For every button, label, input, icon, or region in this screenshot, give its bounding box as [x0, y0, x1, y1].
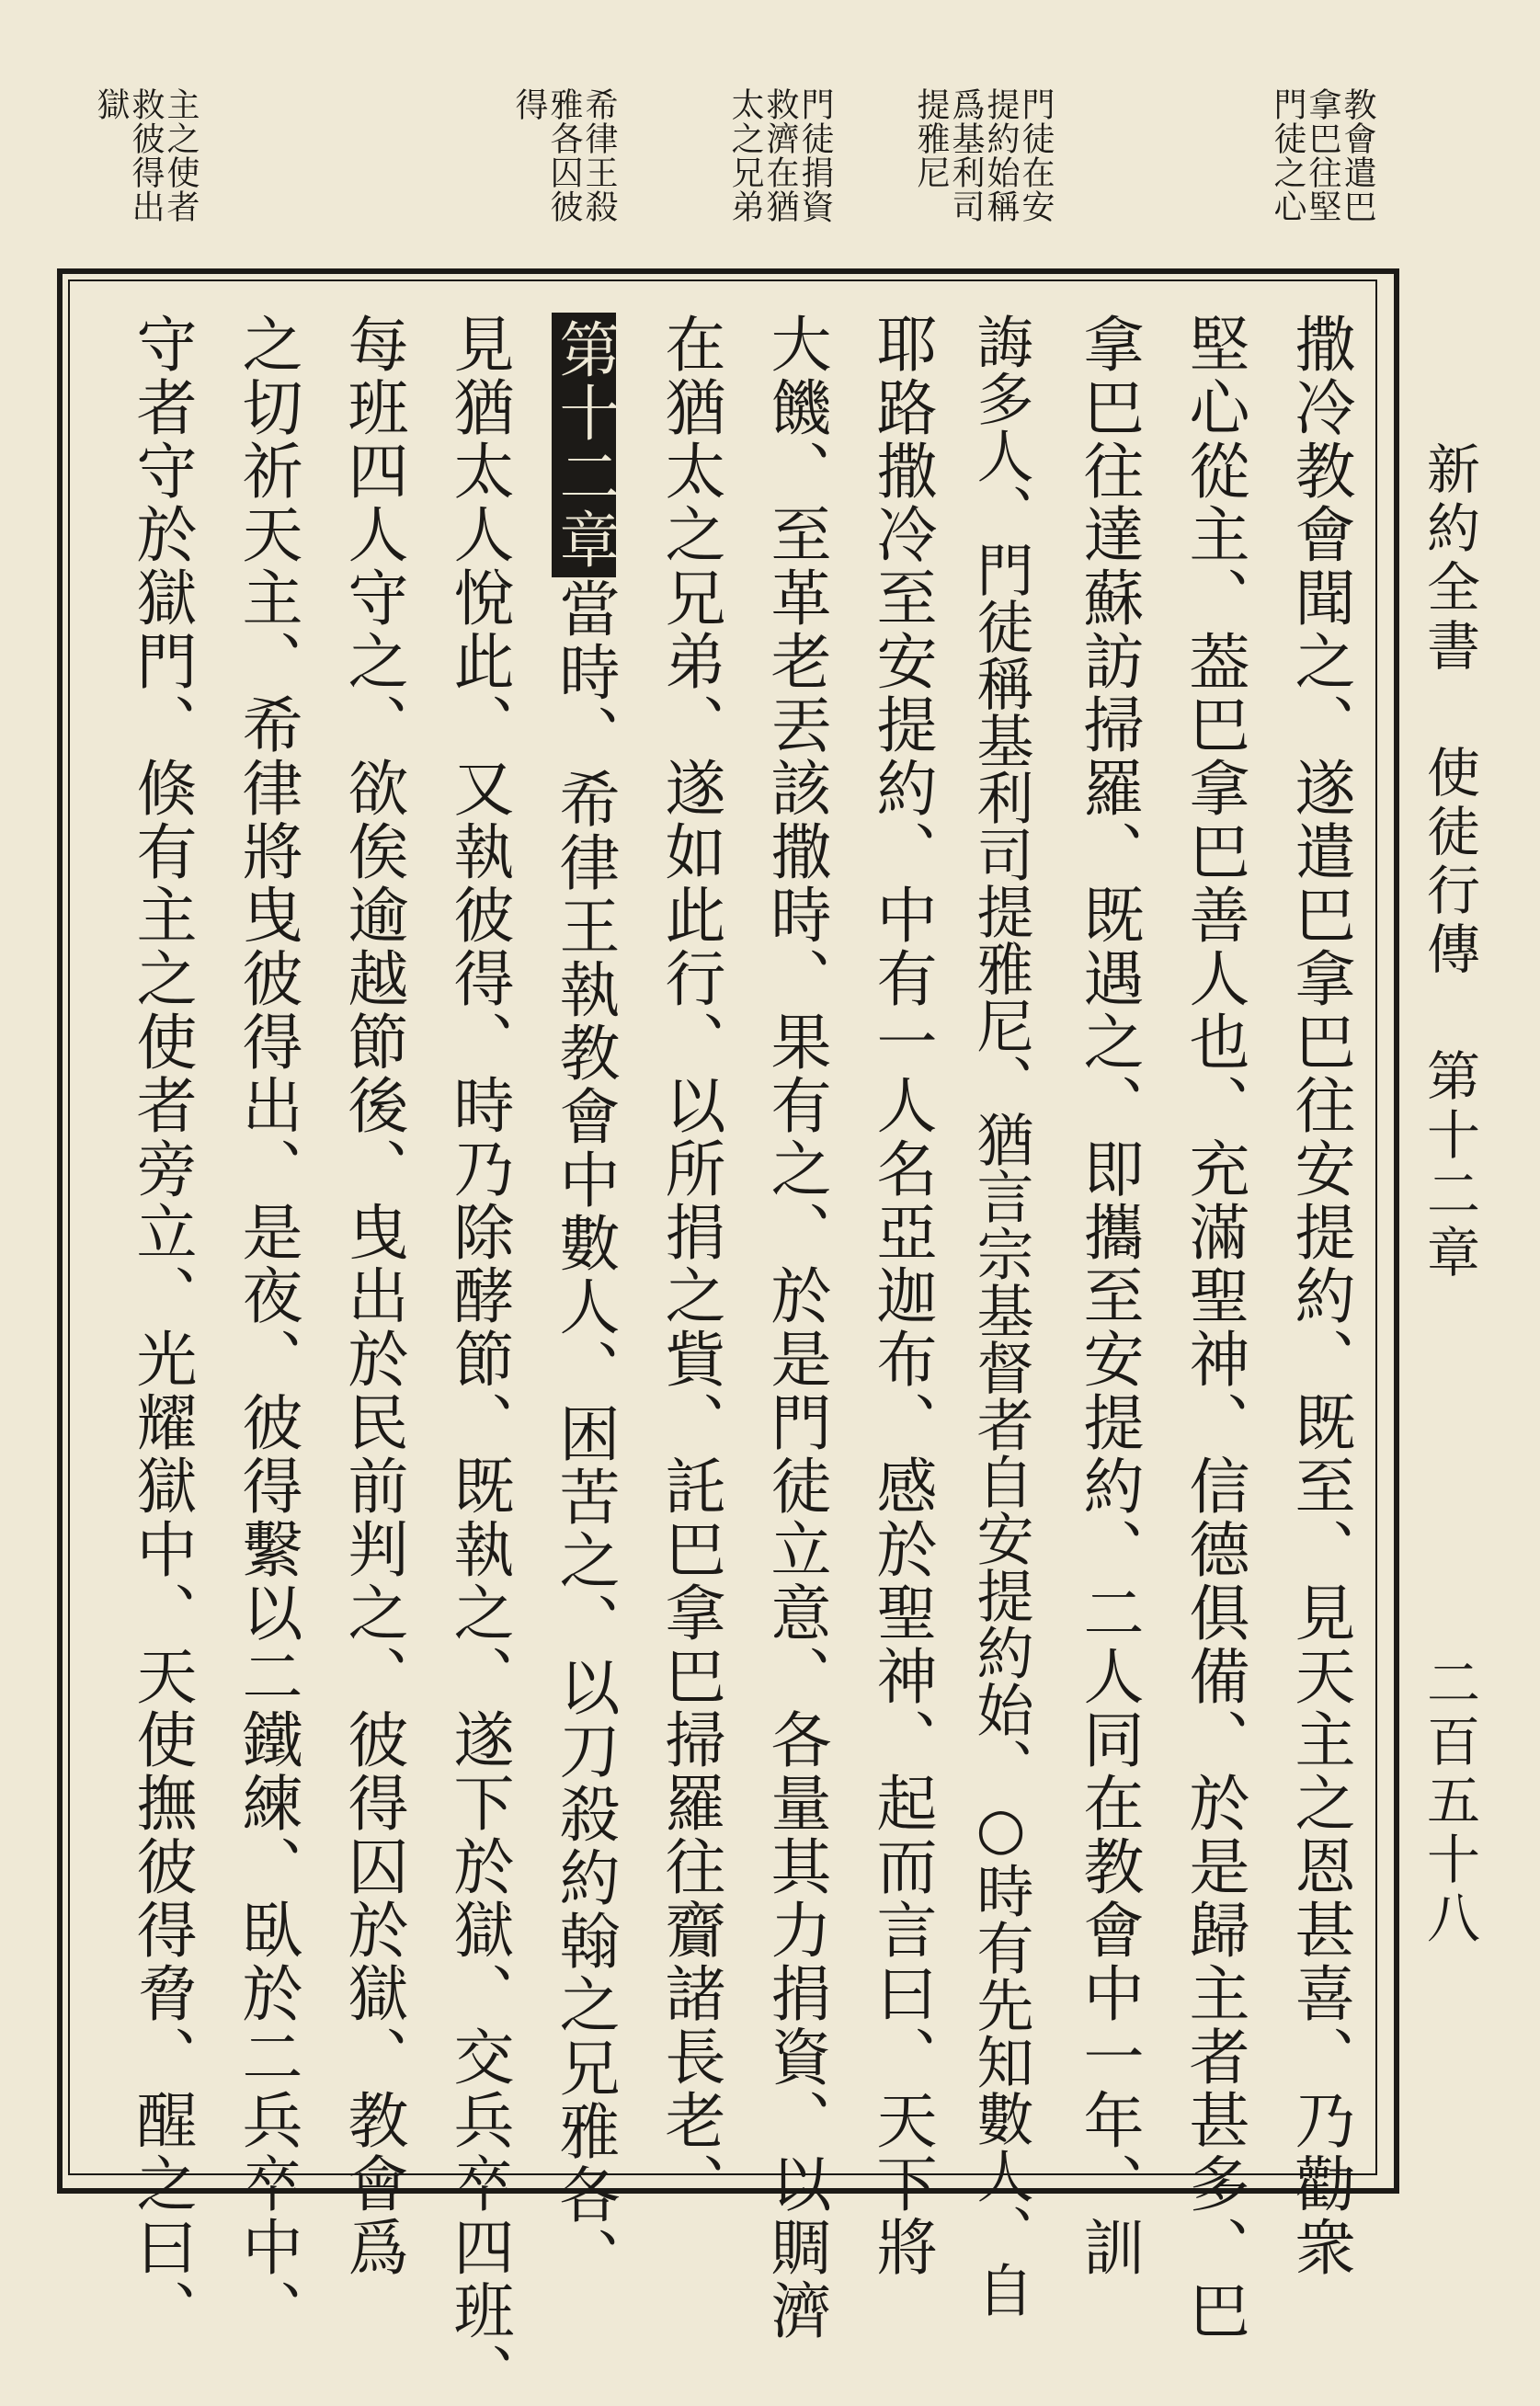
- body-column-8: [549, 313, 620, 2290]
- chapter-label: 第十二章: [552, 313, 616, 577]
- headnote-2: 門徒在安 提約始稱 爲基利司 提雅尼: [912, 87, 1055, 223]
- body-column-6: 大饑、至革老丟該撒時、果有之、於是門徒立意、各量其力捐資、以賙濟: [760, 313, 831, 2343]
- headnote-1: 教會遣巴 拿巴往堅 門徒之心: [1269, 87, 1376, 223]
- body-column-7: 在猶太之兄弟、遂如此行、以所捐之貲、託巴拿巴掃羅往齎諸長老、: [655, 313, 725, 2216]
- body-column-5: 耶路撒冷至安提約、中有一人名亞迦布、感於聖神、起而言曰、天下將: [866, 313, 937, 2279]
- body-column-2: 堅心從主、葢巴拿巴善人也、充滿聖神、信德俱備、於是歸主者甚多、巴: [1179, 313, 1249, 2343]
- body-column-9: 見猶太人悅此、又執彼得、時乃除酵節、既執之、遂下於獄、交兵卒四班、: [443, 313, 514, 2406]
- body-column-10: 每班四人守之、欲俟逾越節後、曳出於民前判之、彼得囚於獄、教會爲: [337, 313, 408, 2279]
- body-column-3: 拿巴往達蘇訪掃羅、既遇之、即攜至安提約、二人同在教會中一年、訓: [1073, 313, 1144, 2279]
- body-column-12: 守者守於獄門、倏有主之使者旁立、光耀獄中、天使撫彼得脅、醒之曰、: [126, 313, 197, 2343]
- headnote-4: 希律王殺 雅各囚彼 得: [510, 87, 618, 223]
- body-column-11: 之切祈天主、希律將曳彼得出、是夜、彼得繫以二鐵練、臥於二兵卒中、: [232, 313, 302, 2343]
- page-number: 二百五十八: [1418, 1655, 1480, 1949]
- body-column-1: 撒冷教會聞之、遂遣巴拿巴往安提約、既至、見天主之恩甚喜、乃勸衆: [1284, 313, 1355, 2279]
- headnote-5: 主之使者 救彼得出 獄: [92, 87, 200, 223]
- running-head: 新約全書 使徒行傳 第十二章: [1418, 441, 1480, 1283]
- body-column-4: 誨多人、門徒稱基利司提雅尼、猶言宗基督者自安提約始、○時有先知數人、自: [967, 313, 1034, 2318]
- body-column-8-text: 當時、希律王執教會中數人、困苦之、以刀殺約翰之兄雅各、: [549, 577, 620, 2290]
- headnote-3: 門徒捐資 救濟在猶 太之兄弟: [726, 87, 834, 223]
